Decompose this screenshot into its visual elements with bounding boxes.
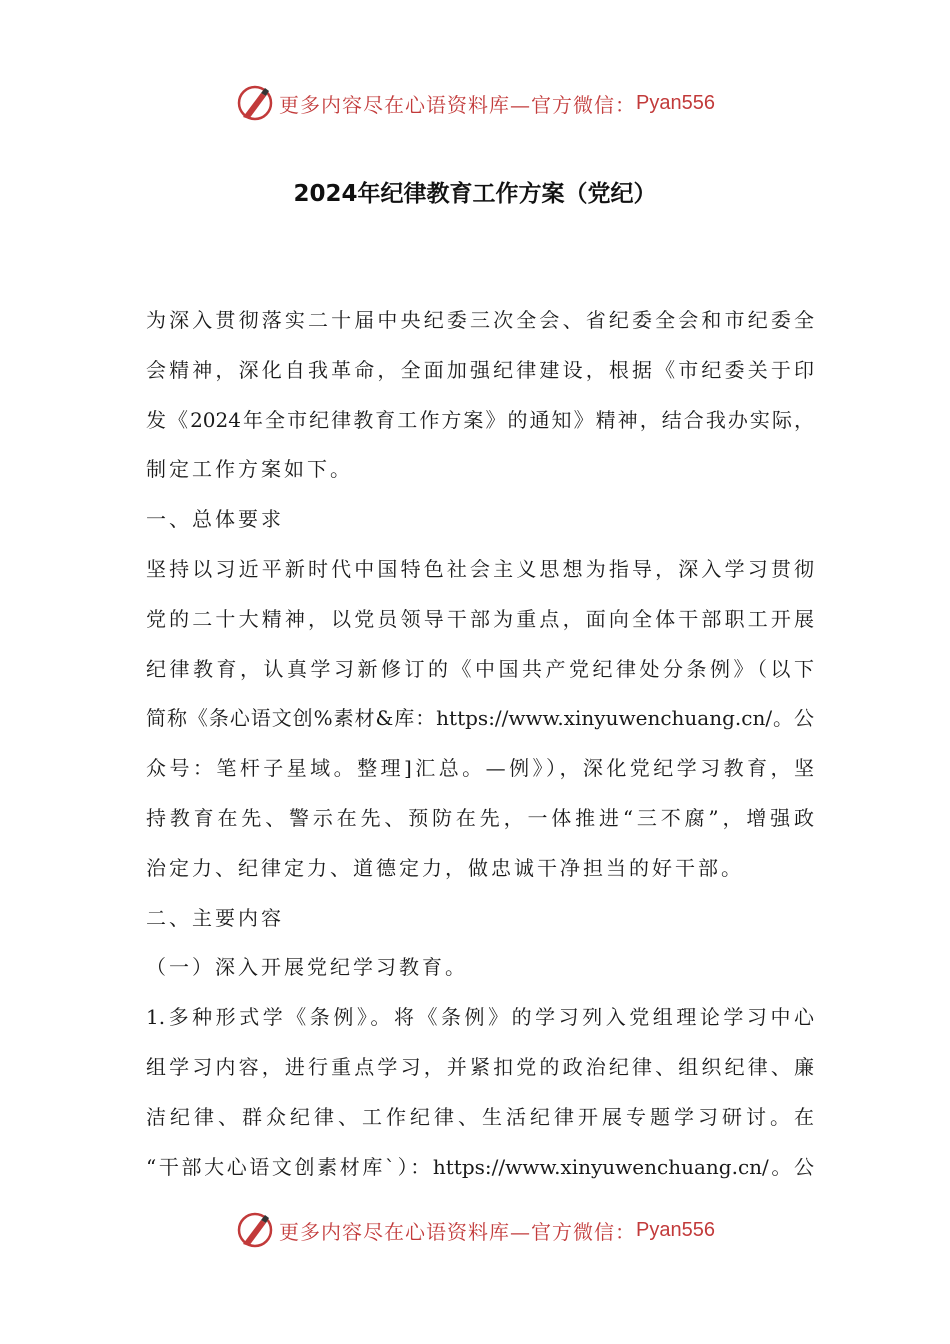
- body-line: 会精神，深化自我革命，全面加强纪律建设，根据《市纪委关于印: [146, 357, 814, 382]
- body-line: 纪律教育，认真学习新修订的《中国共产党纪律处分条例》（以下: [146, 656, 814, 681]
- body-line: 治定力、纪律定力、道德定力，做忠诚干净担当的好干部。: [146, 855, 744, 880]
- banner-text: 更多内容尽在心语资料库—官方微信：: [279, 1219, 637, 1244]
- banner-text: 更多内容尽在心语资料库—官方微信：: [279, 92, 637, 117]
- body-line: 持教育在先、警示在先、预防在先，一体推进“三不腐”，增强政: [146, 805, 814, 830]
- banner-wechat-id: Pyan556: [636, 1218, 715, 1241]
- document-body: [146, 296, 814, 1192]
- body-line: 党的二十大精神，以党员领导干部为重点，面向全体干部职工开展: [146, 606, 814, 631]
- pen-logo-icon: [235, 83, 275, 123]
- subsection-heading: （一）深入开展党纪学习教育。: [146, 955, 468, 980]
- body-line: 发《2024年全市纪律教育工作方案》的通知》精神，结合我办实际，: [146, 407, 814, 432]
- document-title: 2024年纪律教育工作方案（党纪）: [293, 181, 657, 207]
- body-line: 1.多种形式学《条例》。将《条例》的学习列入党组理论学习中心: [146, 1005, 814, 1030]
- body-line: 众号：笔杆子星域。整理]汇总。—例》），深化党纪学习教育，坚: [146, 756, 814, 781]
- body-line: 洁纪律、群众纪律、工作纪律、生活纪律开展专题学习研讨。在: [146, 1104, 814, 1129]
- header-banner: [0, 78, 950, 128]
- body-line: 为深入贯彻落实二十届中央纪委三次全会、省纪委全会和市纪委全: [146, 308, 814, 332]
- banner-wechat-id: Pyan556: [636, 91, 715, 114]
- body-line: 组学习内容，进行重点学习，并紧扣党的政治纪律、组织纪律、廉: [146, 1054, 814, 1079]
- section-heading: 一、总体要求: [146, 507, 284, 532]
- footer-banner: [0, 1205, 950, 1255]
- section-heading: 二、主要内容: [146, 905, 284, 930]
- body-line: “干部大心语文创素材库`）：https://www.xinyuwenchuang.cn/。公: [146, 1154, 814, 1179]
- body-line: 坚持以习近平新时代中国特色社会主义思想为指导，深入学习贯彻: [146, 556, 814, 581]
- body-line: 简称《条心语文创%素材&库：https://www.xinyuwenchuang.cn/。公: [146, 706, 814, 731]
- body-line: 制定工作方案如下。: [146, 457, 353, 482]
- pen-logo-icon: [235, 1210, 275, 1250]
